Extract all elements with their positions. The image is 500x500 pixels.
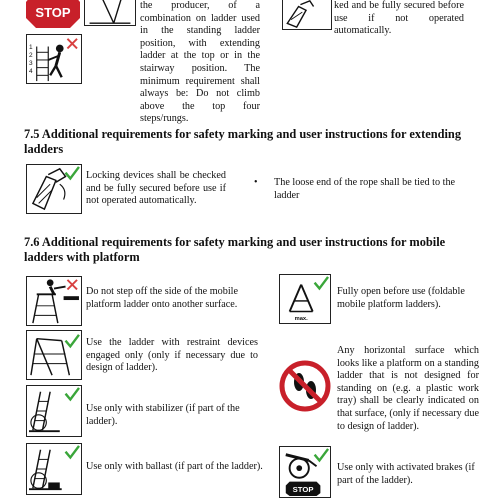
locking-device-icon bbox=[26, 164, 82, 214]
ballast-icon bbox=[26, 443, 82, 495]
lock-check-text-top: ked and be fully secured before use if not operated automatically. bbox=[334, 0, 464, 37]
rope-tie-text: The loose end of the rope shall be tied to the ladder bbox=[274, 177, 456, 201]
step-number: 1 bbox=[29, 44, 33, 51]
ballast-text: Use only with ballast (if part of the ladder). bbox=[86, 461, 263, 472]
horizontal-surface-text: Any horizontal surface which looks like a platform on a standing ladder that is not designed for standing on (e.g. a plastic work tray) shall be clearly indicated on that surface, (only if necessary due to design of ladder). bbox=[337, 345, 479, 432]
locking-device-icon-top bbox=[282, 0, 332, 30]
no-standing-icon bbox=[279, 360, 331, 412]
step-number: 3 bbox=[29, 60, 33, 67]
section-7-5-heading: 7.5 Additional requirements for safety marking and user instructions for extending ladders bbox=[24, 127, 462, 156]
brakes-text: Use only with activated brakes (if part of the ladder). bbox=[337, 462, 475, 486]
climb-limit-icon bbox=[26, 34, 82, 84]
no-step-off-icon bbox=[26, 276, 82, 326]
step-number: 4 bbox=[29, 68, 33, 75]
bullet: • bbox=[254, 177, 258, 188]
brake-stop-label: STOP bbox=[292, 485, 314, 495]
climb-instruction-text: the producer, of a combination on ladder used in the standing ladder position, with extending ladder at the top or in the stairway position. The minimum requirement shall always be: Do not climb above the top four steps/rungs. bbox=[140, 0, 260, 125]
restraint-device-text: Use the ladder with restraint devices engaged only (only if necessary due to design of ladder). bbox=[86, 337, 258, 374]
locking-device-text: Locking devices shall be checked and be fully secured before use if not operated automatically. bbox=[86, 170, 226, 207]
stabilizer-text: Use only with stabilizer (if part of the ladder). bbox=[86, 403, 240, 427]
fully-open-icon bbox=[279, 274, 331, 324]
section-7-6-heading: 7.6 Additional requirements for safety marking and user instructions for mobile ladders with platform bbox=[24, 235, 446, 264]
brake-icon bbox=[279, 446, 331, 498]
fully-open-text: Fully open before use (foldable mobile platform ladders). bbox=[337, 286, 465, 310]
stop-sign-label: STOP bbox=[35, 5, 71, 20]
standing-ladder-icon bbox=[84, 0, 136, 26]
step-numbers bbox=[29, 44, 33, 76]
restraint-device-icon bbox=[26, 330, 82, 380]
no-step-off-text: Do not step off the side of the mobile platform ladder onto another surface. bbox=[86, 286, 239, 310]
max-label: max. bbox=[294, 316, 308, 323]
stabilizer-icon bbox=[26, 385, 82, 437]
step-number: 2 bbox=[29, 52, 33, 59]
stop-sign-icon bbox=[26, 0, 80, 28]
